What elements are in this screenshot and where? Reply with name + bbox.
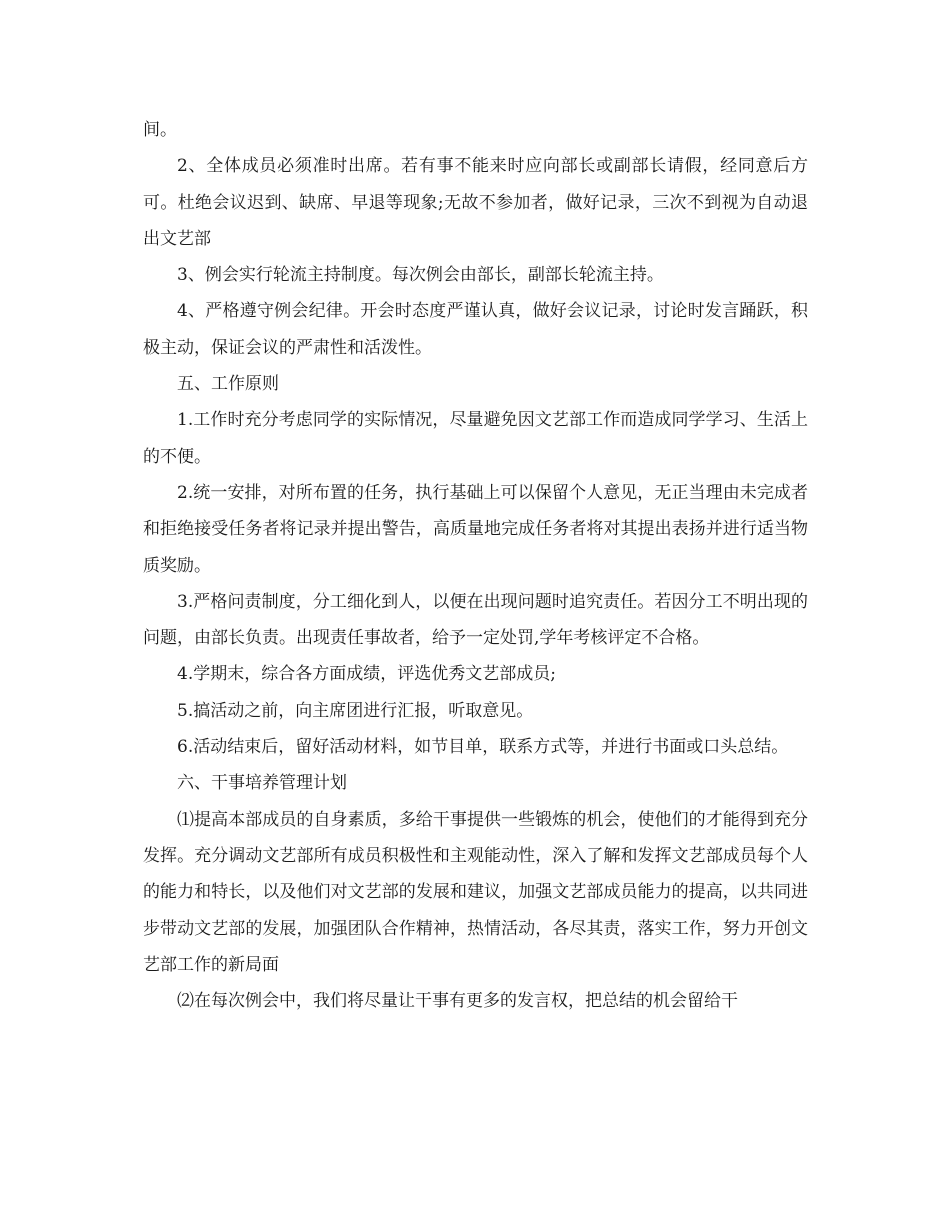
paragraph-principle-2: 2.统一安排，对所布置的任务，执行基础上可以保留个人意见，无正当理由未完成者和拒绝接受任务者将记录并提出警告，高质量地完成任务者将对其提出表扬并进行适当物质奖励。 bbox=[143, 482, 808, 576]
paragraph-plan-2: ⑵在每次例会中，我们将尽量让干事有更多的发言权，把总结的机会留给干 bbox=[177, 991, 738, 1012]
document-body bbox=[143, 112, 808, 1019]
section-heading-staff-training: 六、干事培养管理计划 bbox=[177, 773, 347, 794]
paragraph-principle-3: 3.严格问责制度，分工细化到人，以便在出现问题时追究责任。若因分工不明出现的问题，由部长负责。出现责任事故者，给予一定处罚,学年考核评定不合格。 bbox=[143, 591, 808, 649]
paragraph-continued: 间。 bbox=[143, 120, 177, 140]
section-heading-work-principles: 五、工作原则 bbox=[177, 374, 279, 395]
paragraph-plan-1: ⑴提高本部成员的自身素质，多给干事提供一些锻炼的机会，使他们的才能得到充分发挥。充分调动文艺部所有成员积极性和主观能动性，深入了解和发挥文艺部成员每个人的能力和特长，以及他们对文艺部的发展和建议，加强文艺部成员能力的提高，以共同进步带动文艺部的发展，加强团队合作精神，热情活动，各尽其责，落实工作，努力开创文艺部工作的新局面 bbox=[143, 809, 808, 975]
paragraph-principle-5: 5.搞活动之前，向主席团进行汇报，听取意见。 bbox=[177, 700, 534, 721]
paragraph-principle-6: 6.活动结束后，留好活动材料，如节目单，联系方式等，并进行书面或口头总结。 bbox=[177, 737, 789, 758]
paragraph-principle-1: 1.工作时充分考虑同学的实际情况，尽量避免因文艺部工作而造成同学学习、生活上的不便。 bbox=[143, 410, 808, 467]
paragraph-rule-2: 2、全体成员必须准时出席。若有事不能来时应向部长或副部长请假，经同意后方可。杜绝会议迟到、缺席、早退等现象;无故不参加者，做好记录，三次不到视为自动退出文艺部 bbox=[143, 156, 808, 249]
paragraph-rule-4: 4、严格遵守例会纪律。开会时态度严谨认真，做好会议记录，讨论时发言踊跃，积极主动，保证会议的严肃性和活泼性。 bbox=[143, 301, 808, 358]
paragraph-rule-3: 3、例会实行轮流主持制度。每次例会由部长，副部长轮流主持。 bbox=[177, 265, 664, 286]
paragraph-principle-4: 4.学期末，综合各方面成绩，评选优秀文艺部成员; bbox=[177, 664, 556, 685]
